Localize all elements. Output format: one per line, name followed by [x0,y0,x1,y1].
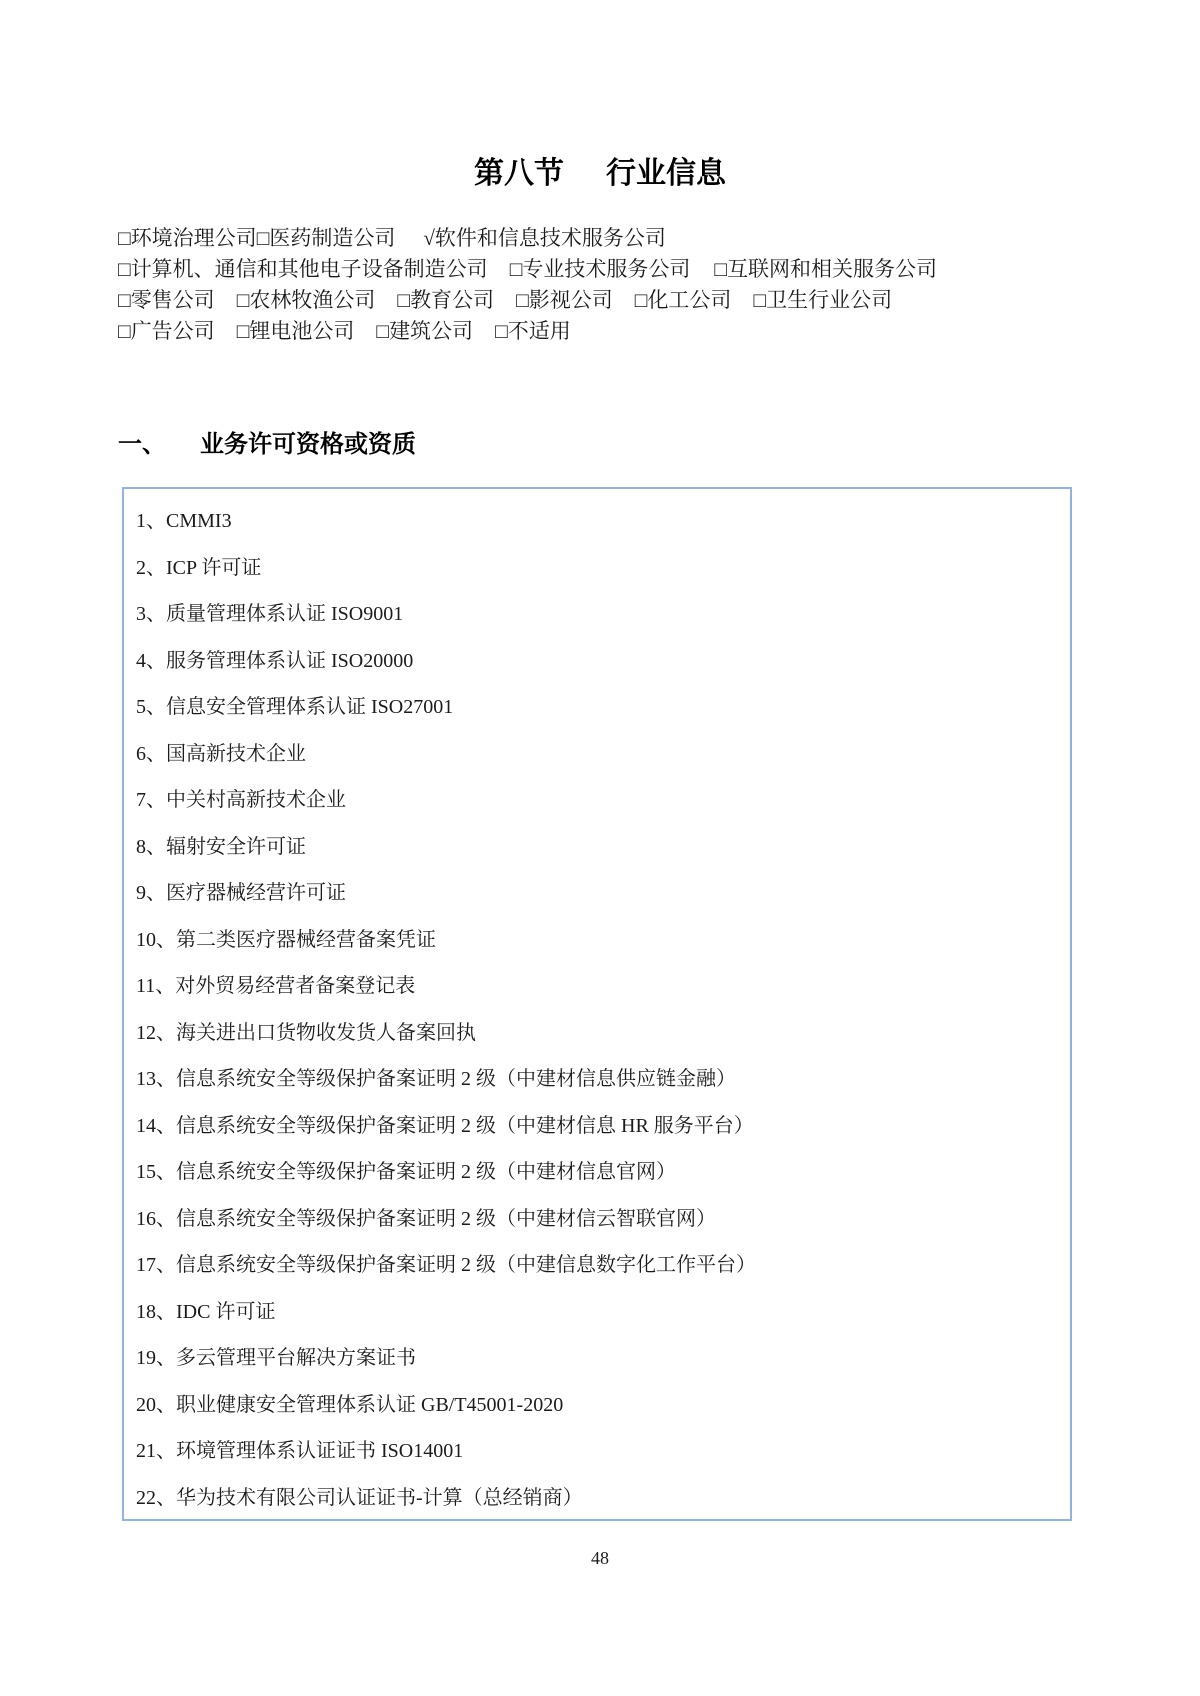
license-item: 20、职业健康安全管理体系认证 GB/T45001-2020 [136,1393,564,1416]
page-title [0,156,1200,192]
license-item: 9、医疗器械经营许可证 [136,882,346,904]
license-list-box [122,487,1072,1521]
license-item: 19、多云管理平台解决方案证书 [136,1347,416,1369]
industry-option [516,285,613,316]
license-item: 5、信息安全管理体系认证 ISO27001 [136,696,454,718]
license-item: 10、第二类医疗器械经营备案凭证 [136,928,436,951]
industry-option [423,223,666,254]
industry-checklist-row [118,223,1098,254]
industry-option [118,254,488,285]
industry-option-label: 广告公司 [130,319,215,343]
checkbox-icon: □ [118,288,131,312]
license-item: 16、信息系统安全等级保护备案证明 2 级（中建材信云智联官网） [136,1207,716,1230]
industry-option [753,285,892,316]
license-list [124,489,1070,1521]
industry-option-label: 环境治理公司 [130,226,257,250]
license-item: 11、对外贸易经营者备案登记表 [136,975,416,997]
license-item: 14、信息系统安全等级保护备案证明 2 级（中建材信息 HR 服务平台） [136,1114,754,1137]
industry-option-label: 互联网和相关服务公司 [727,257,938,281]
license-item: 21、环境管理体系认证证书 ISO14001 [136,1440,464,1462]
industry-option-label: 锂电池公司 [249,319,355,343]
license-item: 3、质量管理体系认证 ISO9001 [136,603,404,625]
checkbox-icon: □ [714,257,728,281]
section-heading [118,430,416,460]
license-item: 8、辐射安全许可证 [136,835,306,858]
industry-option-label: 软件和信息技术服务公司 [434,226,666,250]
page-title-section-number: 第八节 [474,157,564,190]
checkbox-icon: □ [509,257,523,281]
industry-option [118,285,215,316]
checkbox-icon: □ [236,319,250,343]
industry-option-label: 影视公司 [528,288,613,312]
section-title: 业务许可资格或资质 [200,431,416,458]
industry-option [397,285,494,316]
checkmark-icon: √ [423,226,435,250]
license-item: 15、信息系统安全等级保护备案证明 2 级（中建材信息官网） [136,1161,676,1183]
industry-option-label: 不适用 [507,319,571,343]
checkbox-icon: □ [256,226,270,250]
industry-option-label: 专业技术服务公司 [522,257,691,281]
section-number: 一、 [118,431,166,458]
industry-option [714,254,937,285]
industry-option [237,285,376,316]
industry-option [118,223,257,254]
license-item: 22、华为技术有限公司认证证书-计算（总经销商） [136,1486,583,1509]
industry-option-label: 化工公司 [647,288,732,312]
checkbox-icon: □ [495,319,508,343]
industry-option [635,285,732,316]
checkbox-icon: □ [236,288,250,312]
industry-option-label: 农林牧渔公司 [249,288,376,312]
license-item: 12、海关进出口货物收发货人备案回执 [136,1021,476,1044]
license-item: 2、ICP 许可证 [136,556,262,579]
industry-option-label: 教育公司 [410,288,495,312]
industry-checklist-row [118,254,1098,285]
industry-option [118,316,215,347]
checkbox-icon: □ [397,288,411,312]
checkbox-icon: □ [118,257,131,281]
industry-option-label: 医药制造公司 [269,226,396,250]
license-item: 6、国高新技术企业 [136,742,306,765]
industry-option [376,316,473,347]
checkbox-icon: □ [118,319,131,343]
industry-checklist [118,223,1098,347]
page-number: 48 [591,1548,609,1568]
license-item: 1、CMMI3 [136,510,232,532]
checkbox-icon: □ [118,226,131,250]
industry-checklist-row [118,316,1098,347]
industry-option [495,316,571,347]
checkbox-icon: □ [516,288,529,312]
license-item: 18、IDC 许可证 [136,1300,276,1323]
license-item: 4、服务管理体系认证 ISO20000 [136,649,414,672]
checkbox-icon: □ [376,319,390,343]
industry-option-label: 建筑公司 [389,319,474,343]
industry-option-label: 卫生行业公司 [766,288,893,312]
checkbox-icon: □ [634,288,648,312]
industry-checklist-row [118,285,1098,316]
checkbox-icon: □ [753,288,767,312]
industry-option [257,223,396,254]
industry-option [237,316,355,347]
industry-option-label: 零售公司 [130,288,215,312]
license-item: 13、信息系统安全等级保护备案证明 2 级（中建材信息供应链金融） [136,1068,736,1090]
page-title-text: 行业信息 [606,157,726,190]
industry-option-label: 计算机、通信和其他电子设备制造公司 [130,257,488,281]
industry-option [510,254,691,285]
license-item: 7、中关村高新技术企业 [136,789,346,811]
license-item: 17、信息系统安全等级保护备案证明 2 级（中建信息数字化工作平台） [136,1254,756,1276]
